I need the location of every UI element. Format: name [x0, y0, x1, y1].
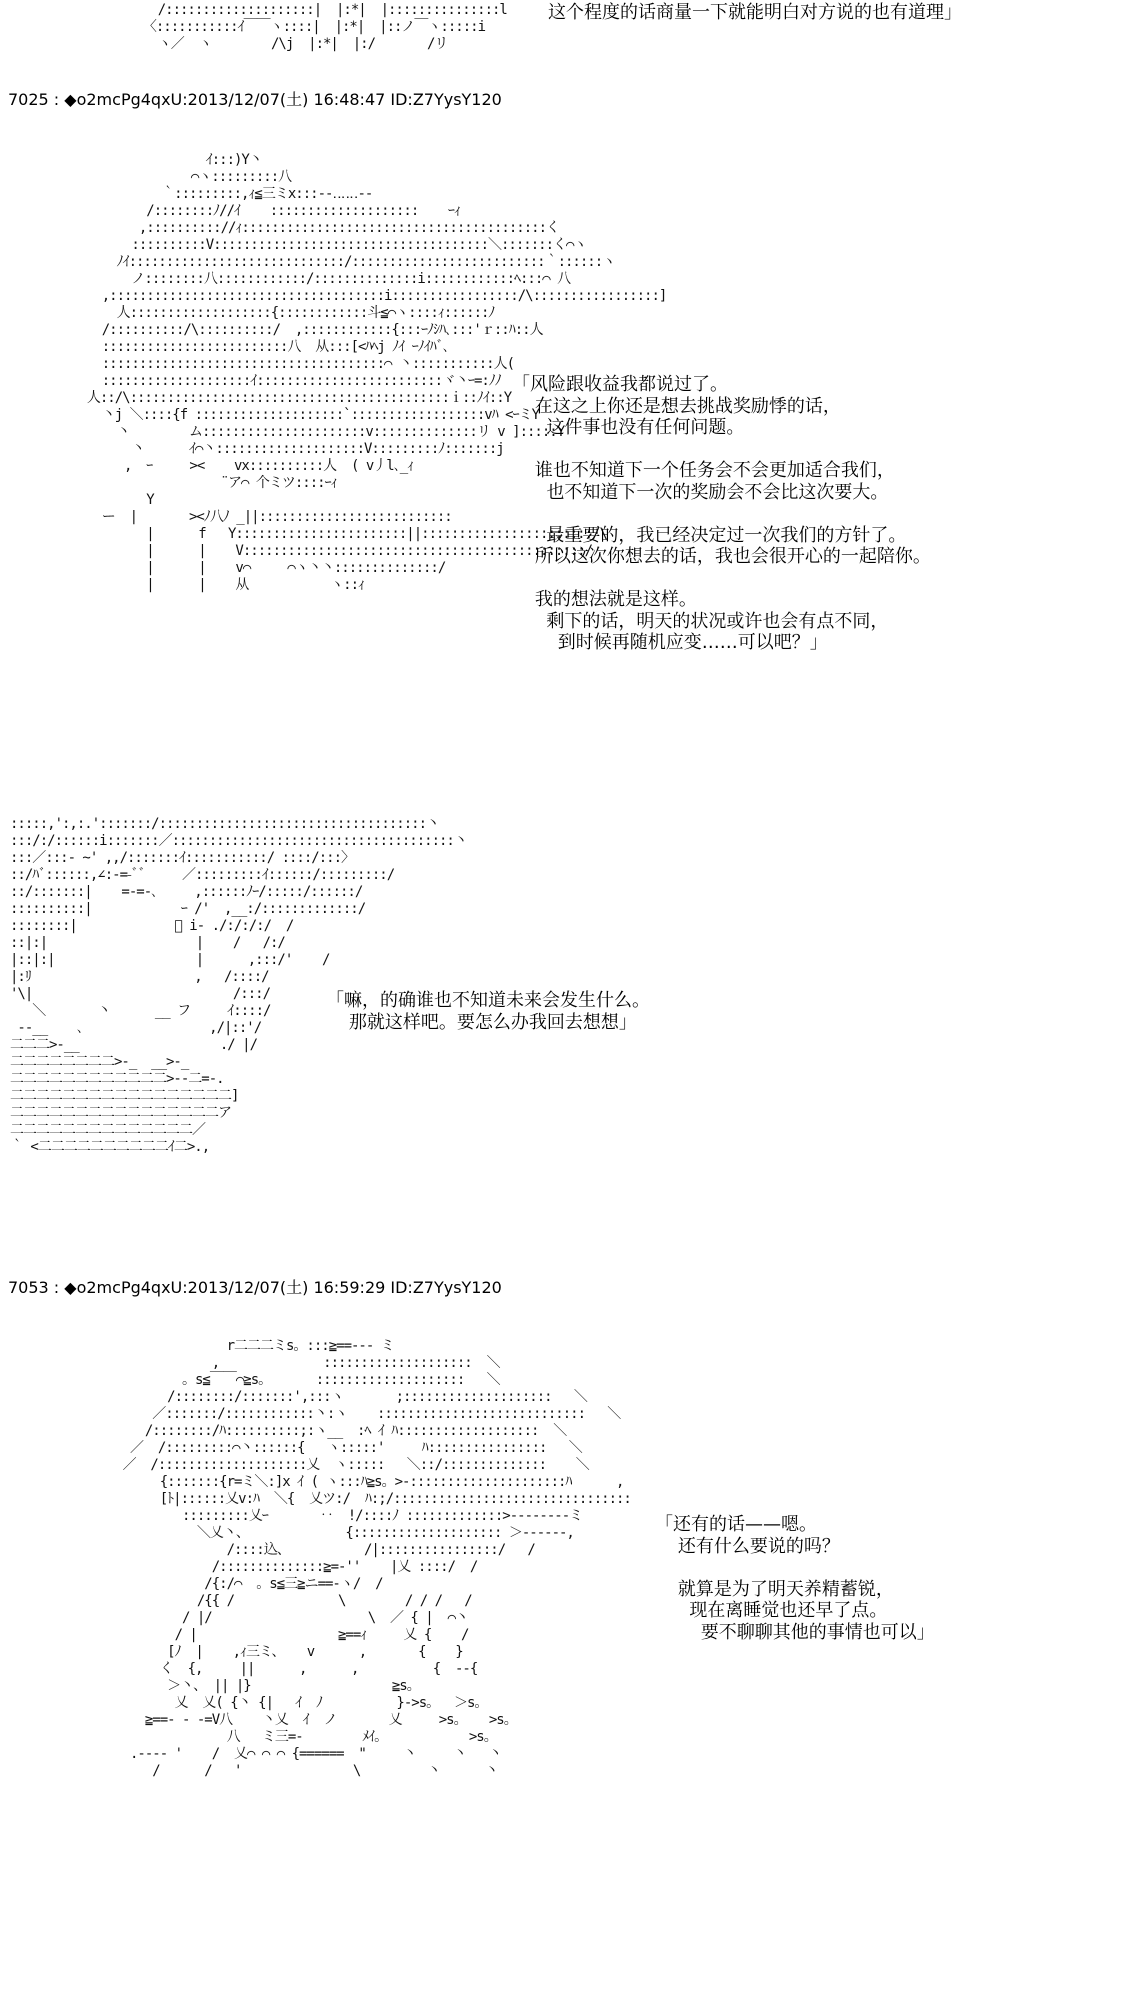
- dialog-block-7025: 「风险跟收益我都说过了。 在这之上你还是想去挑战奖励悸的话， 这件事也没有任何问题。 谁也不知道下一个任务会不会更加适合我们， 也不知道下一次的奖励会不会比这次要大。 最重要的，我已经决定过一次我们的方针了。 所以这次你想去的话，我也会很开心的一起陪你。 我的想法就是这样。 剩下的话，明天的状况或许也会有点不同， 到时候再随机应变……可以吧？」: [512, 374, 931, 653]
- ascii-art-character-7053: r二二二ミs。:::≧==‐‐‐ ミ , :::::::::::::::::::: ＼ 。s≦￣￣⌒≧s。 :::::::::::::::::::: ＼ /::::::::/:::::::',:::ヽ ;:::::::::::::::::::: ＼ ／:::::::/::::::::::::丶:ヽ :::::::::::::::::::::::::::: ＼ /::::::::/ﾊ::::::::::;:ヽ__ :ﾍ ｲ ﾊ::::::::::::::::::: ＼ ／ /:::::::::⌒丶::::::{ ヽ:::::' ﾊ:::::::::::::::: ＼ ／ /::::::::::::::::::::乂 ヽ::::: ＼::/:::::::::::::: ＼ {:::::::{r=ミ＼:]x ｲ ( ヽ:::ﾊ≧s。>‐:::::::::::::::::::::ﾊ , [ﾄ|::::::乂v:ﾊ ＼{ 乂ツ:/ ﾊ:;/:::::::::::::::::::::::::::::::: :::::::::乂ｰ ‥ !/::::ﾉ :::::::::::::>‐‐‐‐‐‐‐‐ミ ＼乂丶、 {:::::::::::::::::::: ＞‐‐‐‐‐‐, /::::込、 /|::::::::::::::::/ / /::::::::::::::≧=‐'' |乂 ::::/ / /{:/⌒ 。s≦三≧ニ==‐ヽ/ / /{{ / \ / / / / / |/ \ ／ { | ⌒丶 / | ≧==ｨ 乂 { / [ﾉ | ,ｨ三ミ、 v , { } く {, || , , { ‐‐{ ＞丶、 || |} ≧s。 乂 乂( {丶 {| ｲ ﾉ }‐>s。 ＞s。 ≧==‐ ‐ ‐=V八 丶乂 ｲ ノ 乂 >s。 >s。 八 ミ三=‐ ﾒｲ。 >s。 .‐‐‐‐ ' / 乂⌒ ⌒ ⌒ {====== " 丶 丶 丶 / / ' \ 丶 丶: [122, 1338, 631, 1779]
- ascii-art-closeup: :::::,':,:.':::::::/::::::::::::::::::::::::::::::::::::丶 :::/:/::::::i:::::::／::::::::::::::::::::::::::::::::::::::丶 :::／:::‐ ~' ,,/:::::::ｲ:::::::::::/ ::::/:::〉 ::/ﾊﾞ::::::,∠:‐=-ﾞﾞ ／:::::::::ｲ::::::/:::::::::/ ::/:::::::| =-=-､ ,::::::ﾉｰ/:::::/::::::/ ::::::::::| ｰ /' ,__:/:::::::::::::/ ::::::::| ﾞ i‐ ./:/:/:/ / ::|:| | / /:/ |::|:| | ,:::/' / |:ﾘ , /::::/ '\| /:::/ ＼ 丶 __ フ ｲ::::/ ‐‐__ ､ ,/|::'/ 二二二>‐__ ./ |/ 二二二二二二二二>‐_ __>-_ 二二二二二二二二二二二二>‐‐二=‐. 二二二二二二二二二二二二二二二二二] 二二二二二二二二二二二二二二二二ア 二二二二二二二二二二二二二二／ ｀ <二二二二二二二二二二ｲ二>.,: [10, 816, 467, 1155]
- post-header-7025: 7025 : ◆o2mcPg4qxU:2013/12/07(土) 16:48:47 ID:Z7YysY120: [8, 90, 502, 109]
- top-ascii-art-fragment: /::::::::::::::::::::| |:*| |:::::::::::::::l 〈:::::::::::ｲ￣￣ヽ::::| |:*| |::ノ￣ヽ:::::i ヽ／ ヽ /\j |:*| |:/ /リ: [142, 2, 507, 52]
- dialog-block-closeup: 「嘛，的确谁也不知道未来会发生什么。 那就这样吧。要怎么办我回去想想」: [326, 990, 650, 1033]
- top-dialog-line: 这个程度的话商量一下就能明白对方说的也有道理」: [548, 2, 962, 23]
- post-header-7053: 7053 : ◆o2mcPg4qxU:2013/12/07(土) 16:59:29 ID:Z7YysY120: [8, 1278, 502, 1297]
- dialog-block-7053: 「还有的话——嗯。 还有什么要说的吗？ 就算是为了明天养精蓄锐， 现在离睡觉也还早了点。 要不聊聊其他的事情也可以」: [655, 1514, 935, 1643]
- ascii-art-character-7025: ｲ:::)Y丶 ⌒ヽ:::::::::八 ｀:::::::::,ｨ≦三ミx:::‐-‥‥‥‐- /::::::::ﾉ//ｲ :::::::::::::::::::: ｰｨ ,:::::::::://ｨ:::::::::::::::::::::::::::::::::::::::::く ::::::::::V:::::::::::::::::::::::::::::::::::::＼:::::::く⌒ヽ ﾉｲ:::::::::::::::::::::::::::::/::::::::::::::::::::::::::｀::::::ヽ ノ::::::::八::::::::::::/::::::::::::::i::::::::::::ﾍ:::⌒ 八 ,:::::::::::::::::::::::::::::::::::::i:::::::::::::::::/\:::::::::::::::::] 人:::::::::::::::::::{::::::::::::斗≦⌒ヽ::::ｨ::::::ﾉ /::::::::::/\::::::::::/ ,::::::::::::{:::ｰﾉｼﾊ､:::'ｒ::ﾊ::人 :::::::::::::::::::::::::八 从:::[<ﾊﾍj ﾉｲ ｰﾉｲﾊﾞ､ ::::::::::::::::::::::::::::::::::::::⌒ 丶:::::::::::人( ::::::::::::::::::::ｲ:::::::::::::::::::::::::ヾ丶ｰ=:ﾉﾉ 人::/\:::::::::::::::::::::::::::::::::::::::::::ｉ::ﾉｲ::Y 丶j ＼::::{f ::::::::::::::::::::`::::::::::::::::::vﾊ <ｰミY 丶 ム::::::::::::::::::::::v::::::::::::::リ v ]:::::Y 丶 ｲ⌒丶::::::::::::::::::::V:::::::::ﾉ:::::::j , ｰ >< vx::::::::::人 ( v丿l､_ｨ ¨ア⌒ 个ミツ::::ｰｨ Y ー | ><ﾉ八ﾉ _||:::::::::::::::::::::::::: | f Y:::::::::::::::::::::::||:::::::::::::::::::::::/\ | | V::::::::::::::::::::::::::::::::::::::::::::::/ | | v⌒ ⌒ヽ丶丶::::::::::::::/ | | 从 ヽ::ｨ: [86, 152, 667, 593]
